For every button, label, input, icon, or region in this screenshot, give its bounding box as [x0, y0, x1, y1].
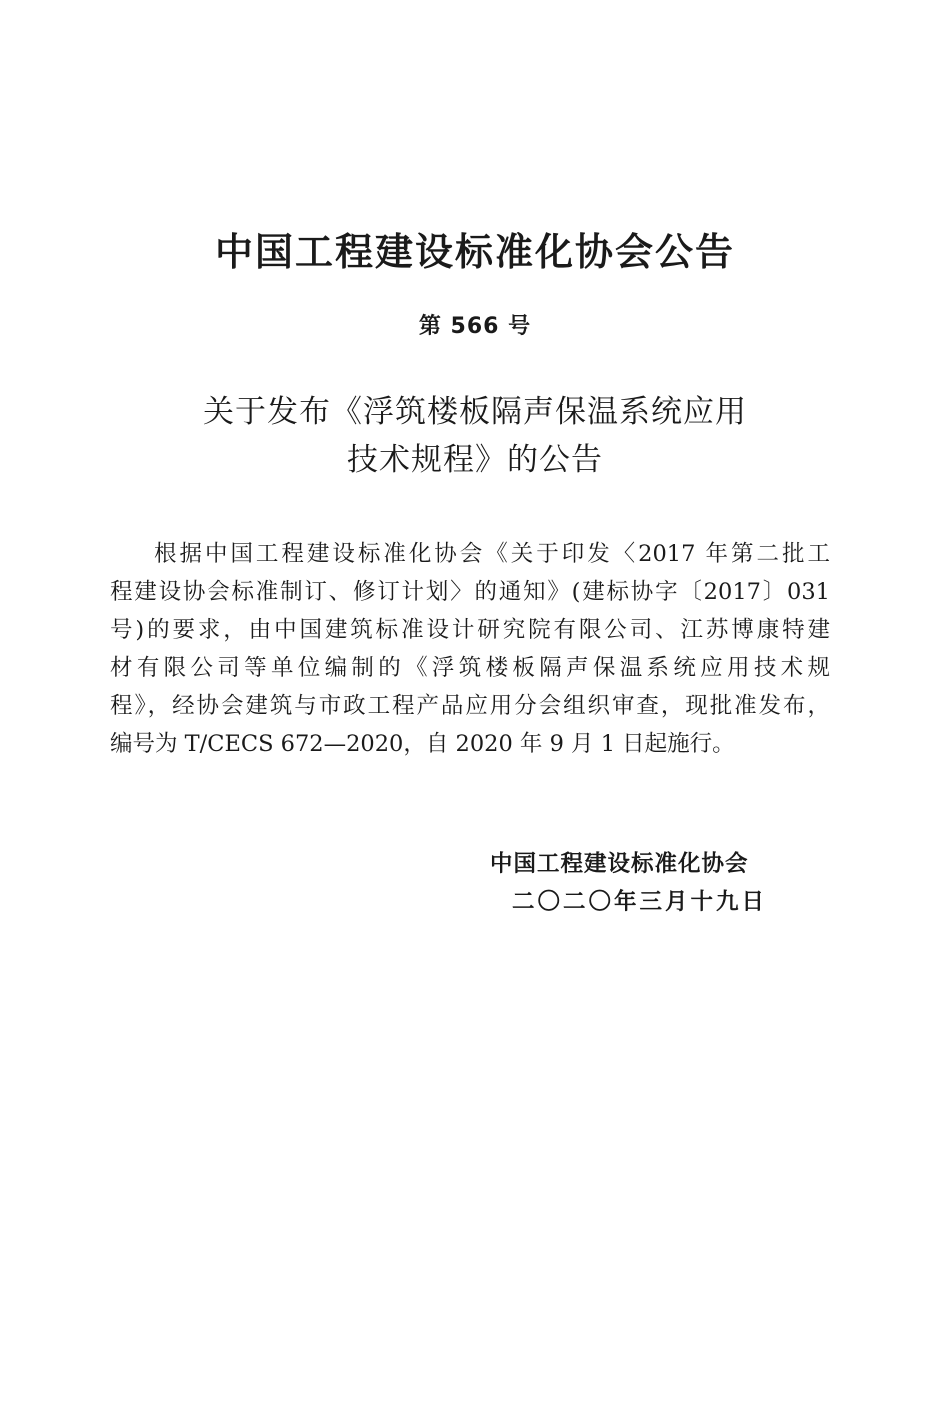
body-line: 材有限公司等单位编制的《浮筑楼板隔声保温系统应用技术规 — [110, 655, 830, 681]
subtitle-line-1: 关于发布《浮筑楼板隔声保温系统应用 — [203, 394, 747, 430]
body-line: 程》，经协会建筑与市政工程产品应用分会组织审查，现批准发布， — [110, 693, 830, 719]
announcement-number: 第 566 号 — [418, 314, 532, 339]
announcement-title: 中国工程建设标准化协会公告 — [214, 230, 735, 274]
body-line: 号)的要求，由中国建筑标准设计研究院有限公司、江苏博康特建 — [110, 617, 830, 643]
signature-organization: 中国工程建设标准化协会 — [490, 851, 749, 877]
signature-date: 二〇二〇年三月十九日 — [512, 889, 768, 915]
announcement-body — [110, 535, 830, 763]
body-line: 程建设协会标准制订、修订计划〉的通知》(建标协字〔2017〕031 — [110, 579, 830, 605]
body-line: 编号为 T/CECS 672—2020，自 2020 年 9 月 1 日起施行。 — [110, 731, 735, 757]
subtitle-line-2: 技术规程》的公告 — [347, 442, 603, 478]
body-line: 根据中国工程建设标准化协会《关于印发〈2017 年第二批工 — [154, 541, 830, 567]
